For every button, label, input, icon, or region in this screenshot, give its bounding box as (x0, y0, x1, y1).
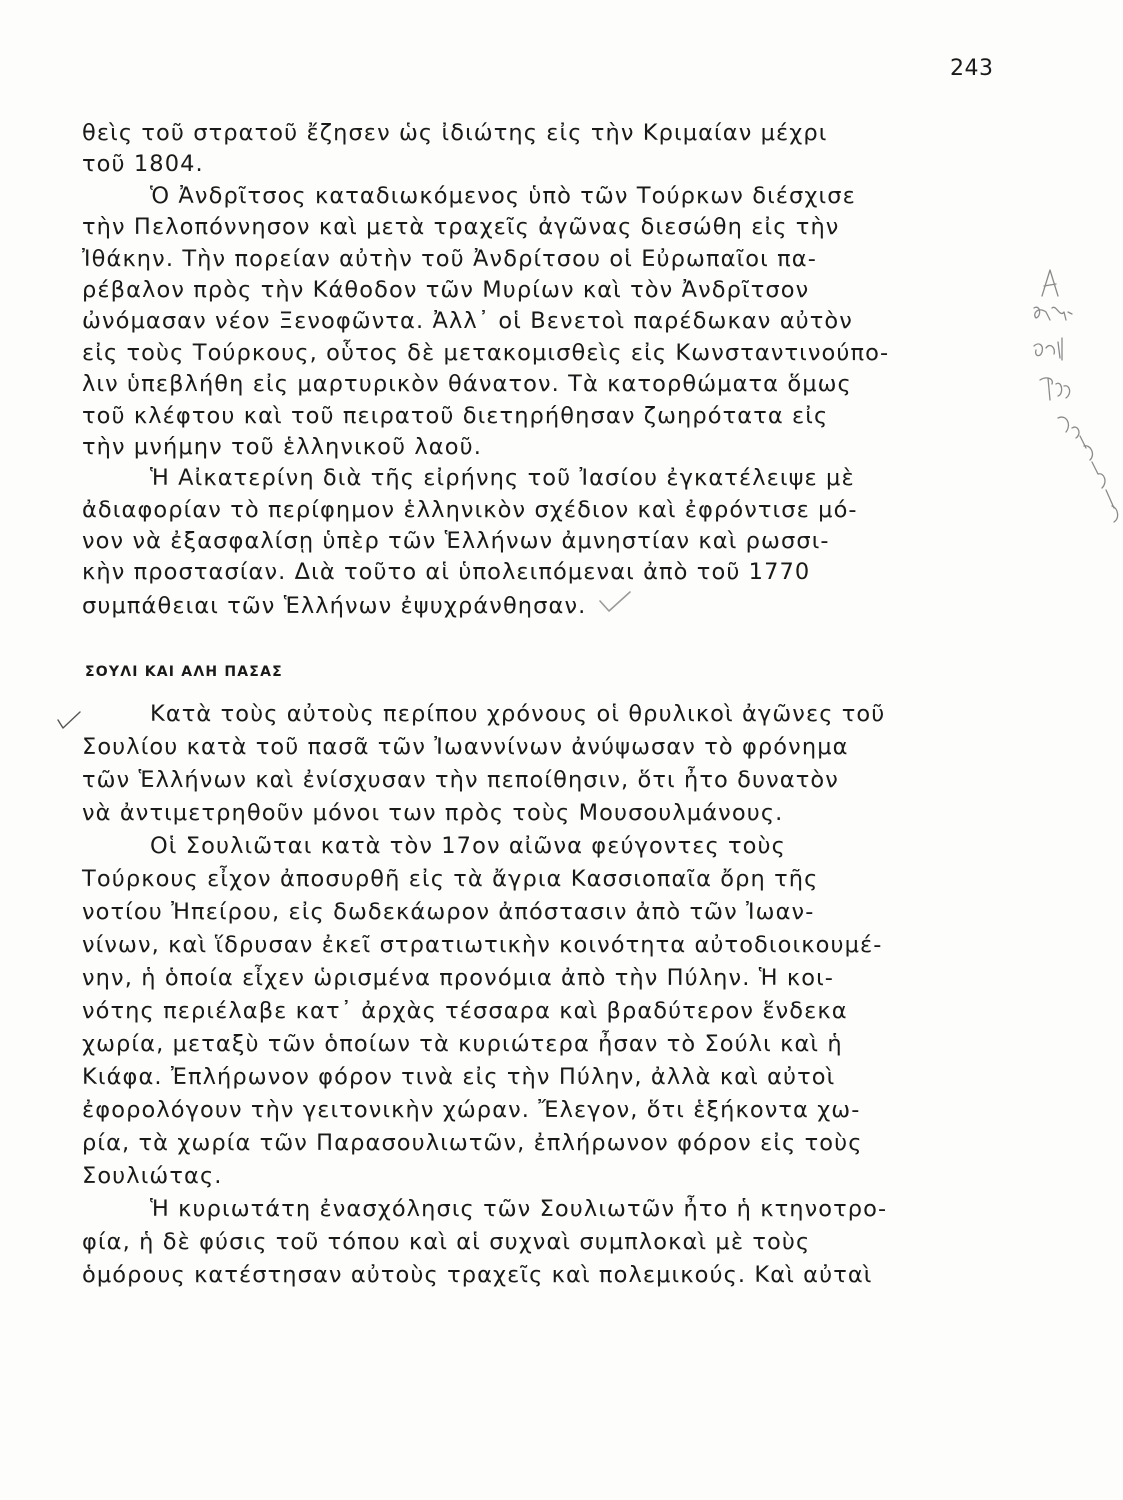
text-line: ἀδιαφορίαν τὸ περίφημον ἑλληνικὸν σχέδιον καὶ ἐφρόντισε μό- (82, 496, 858, 523)
text-line: νον νὰ ἐξασφαλίσῃ ὑπὲρ τῶν Ἑλλήνων ἀμνηστίαν καὶ ρωσσι- (82, 528, 830, 555)
text-line: Ἰθάκην. Τὴν πορείαν αὐτὴν τοῦ Ἀνδρίτσου οἱ Εὐρωπαῖοι πα- (82, 245, 817, 272)
text-line: Οἱ Σουλιῶται κατὰ τὸν 17ον αἰῶνα φεύγοντες τοὺς (150, 833, 786, 860)
text-line: νὰ ἀντιμετρηθοῦν μόνοι των πρὸς τοὺς Μουσουλμάνους. (82, 800, 784, 827)
text-line: εἰς τοὺς Τούρκους, οὗτος δὲ μετακομισθεὶς εἰς Κωνσταντινούπο- (82, 339, 890, 366)
section-body (82, 698, 1012, 1292)
section-paragraph-1 (82, 698, 1012, 830)
text-line: τὴν μνήμην τοῦ ἑλληνικοῦ λαοῦ. (82, 433, 482, 460)
text-line: ὠνόμασαν νέον Ξενοφῶντα. Ἀλλ᾽ οἱ Βενετοὶ παρέδωκαν αὐτὸν (82, 308, 853, 335)
text-line: θεὶς τοῦ στρατοῦ ἔζησεν ὡς ἰδιώτης εἰς τὴν Κριμαίαν μέχρι (82, 120, 828, 146)
checkmark-icon (56, 710, 82, 736)
checkmark-icon (598, 589, 632, 624)
text-line: νίνων, καὶ ἵδρυσαν ἐκεῖ στρατιωτικὴν κοινότητα αὐτοδιοικουμέ- (82, 932, 883, 959)
text-line: τοῦ κλέφτου καὶ τοῦ πειρατοῦ διετηρήθησαν ζωηρότατα εἰς (82, 402, 829, 429)
text-line: Ἡ Αἰκατερίνη διὰ τῆς εἰρήνης τοῦ Ἰασίου ἐγκατέλειψε μὲ (150, 465, 855, 492)
text-line: κὴν προστασίαν. Διὰ τοῦτο αἱ ὑπολειπόμεναι ἀπὸ τοῦ 1770 (82, 559, 811, 586)
text-line: νοτίου Ἠπείρου, εἰς δωδεκάωρον ἀπόστασιν ἀπὸ τῶν Ἰωαν- (82, 899, 815, 926)
text-line-last (82, 589, 1012, 620)
text-line: Ὁ Ἀνδρῖτσος καταδιωκόμενος ὑπὸ τῶν Τούρκων διέσχισε (150, 182, 856, 209)
text-line: χωρία, μεταξὺ τῶν ὁποίων τὰ κυριώτερα ἦσαν τὸ Σούλι καὶ ἡ (82, 1031, 843, 1058)
section-paragraph-2 (82, 830, 1012, 1193)
text-line: τὴν Πελοπόννησον καὶ μετὰ τραχεῖς ἀγῶνας διεσώθη εἰς τὴν (82, 214, 840, 241)
text-line: Κιάφα. Ἐπλήρωνον φόρον τινὰ εἰς τὴν Πύλην, ἀλλὰ καὶ αὐτοὶ (82, 1064, 836, 1091)
spacer (82, 682, 1012, 698)
main-text (82, 118, 1012, 1292)
text-line: ἐφορολόγουν τὴν γειτονικὴν χώραν. Ἔλεγον, ὅτι ἑξήκοντα χω- (82, 1097, 861, 1124)
text-line: ρέβαλον πρὸς τὴν Κάθοδον τῶν Μυρίων καὶ τὸν Ἀνδρῖτσον (82, 276, 810, 303)
section-heading: ΣΟΥΛΙ ΚΑΙ ΑΛΗ ΠΑΣΑΣ (85, 664, 283, 681)
page-number: 243 (950, 56, 994, 81)
text-line: Ἡ κυριωτάτη ἐνασχόλησις τῶν Σουλιωτῶν ἦτο ἡ κτηνοτρο- (150, 1196, 888, 1223)
section-paragraph-3 (82, 1193, 1012, 1292)
handwritten-note-icon (1028, 268, 1123, 538)
text-line: ὁμόρους κατέστησαν αὐτοὺς τραχεῖς καὶ πολεμικούς. Καὶ αὐταὶ (82, 1262, 873, 1289)
text-line: Σουλίου κατὰ τοῦ πασᾶ τῶν Ἰωαννίνων ἀνύψωσαν τὸ φρόνημα (82, 734, 849, 761)
text-line: νότης περιέλαβε κατ᾽ ἀρχὰς τέσσαρα καὶ βραδύτερον ἕνδεκα (82, 998, 848, 1025)
text-line: ρία, τὰ χωρία τῶν Παρασουλιωτῶν, ἐπλήρωνον φόρον εἰς τοὺς (82, 1130, 863, 1157)
text-line: τῶν Ἑλλήνων καὶ ἐνίσχυσαν τὴν πεποίθησιν, ὅτι ἦτο δυνατὸν (82, 767, 839, 794)
text-line: Τούρκους εἶχον ἀποσυρθῆ εἰς τὰ ἄγρια Κασσιοπαῖα ὄρη τῆς (82, 866, 819, 893)
text-line: λιν ὑπεβλήθη εἰς μαρτυρικὸν θάνατον. Τὰ κατορθώματα ὅμως (82, 371, 852, 398)
spacer (82, 620, 1012, 662)
text-line: νην, ἡ ὁποία εἶχεν ὡρισμένα προνόμια ἀπὸ τὴν Πύλην. Ἡ κοι- (82, 965, 835, 992)
text-line: Σουλιώτας. (82, 1163, 223, 1190)
text-line: τοῦ 1804. (82, 151, 204, 178)
paragraph-1 (82, 118, 1012, 181)
text-line: Κατὰ τοὺς αὐτοὺς περίπου χρόνους οἱ θρυλικοὶ ἀγῶνες τοῦ (150, 701, 886, 728)
paragraph-3 (82, 463, 1012, 620)
text-line: συμπάθειαι τῶν Ἑλλήνων ἐψυχράνθησαν. (82, 593, 587, 620)
paragraph-2 (82, 181, 1012, 464)
text-line: φία, ἡ δὲ φύσις τοῦ τόπου καὶ αἱ συχναὶ συμπλοκαὶ μὲ τοὺς (82, 1229, 811, 1256)
